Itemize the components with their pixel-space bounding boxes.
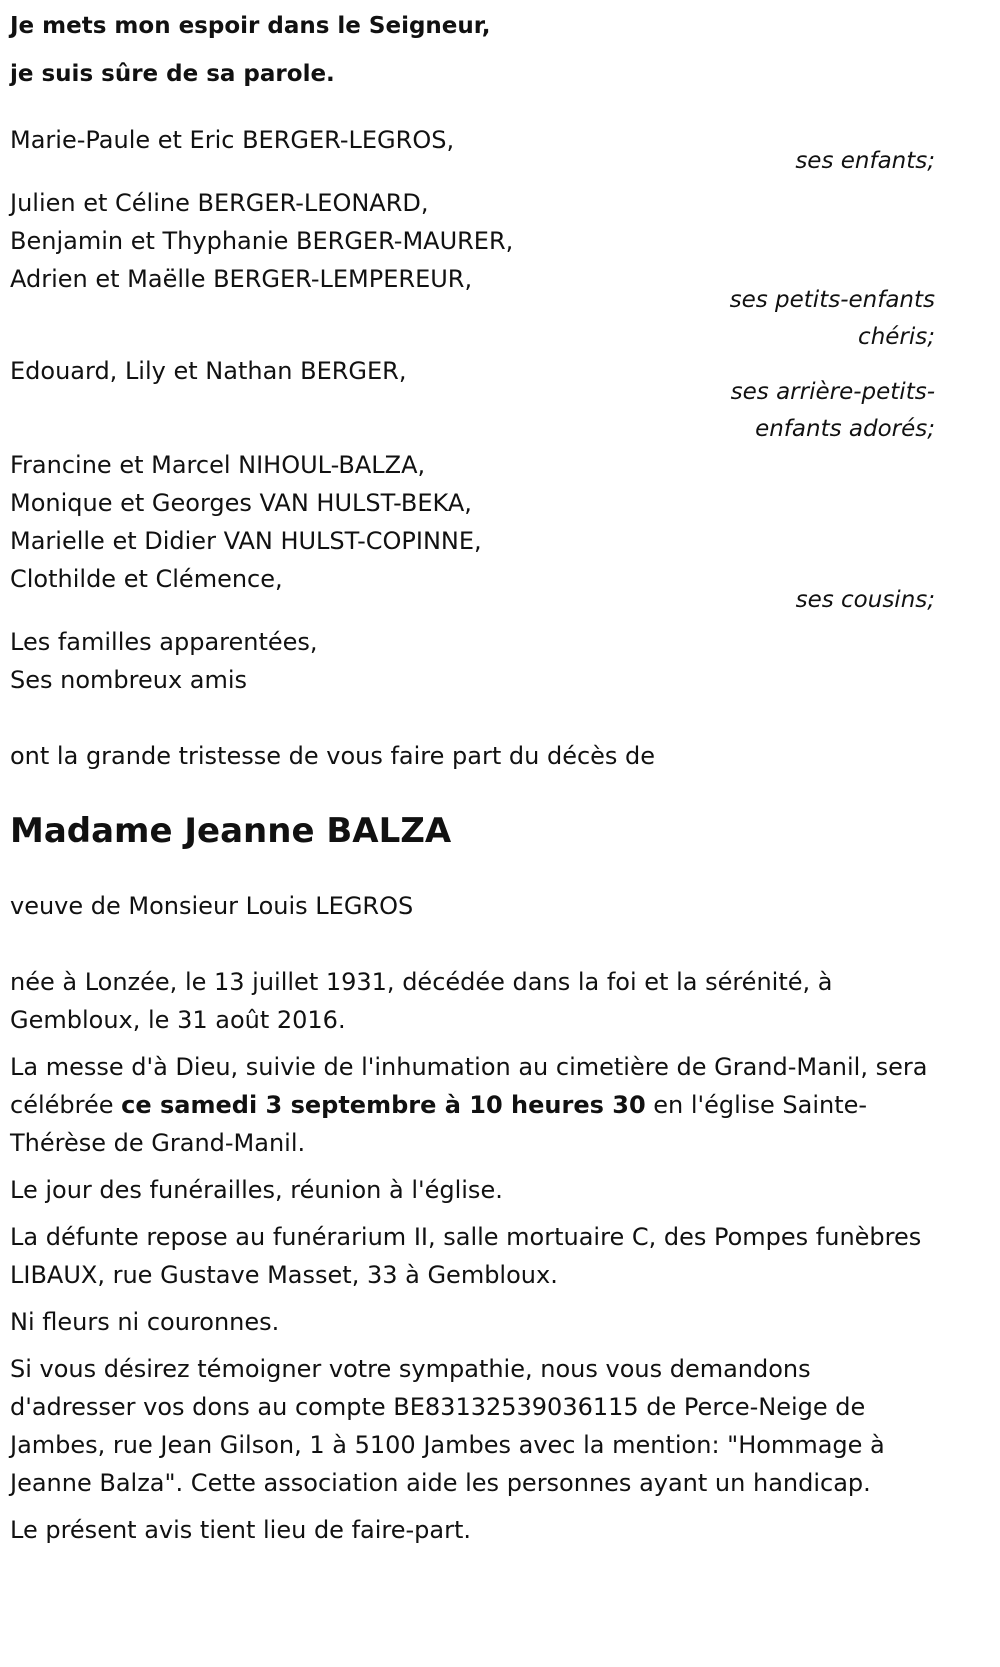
repose-text: La défunte repose au funérarium II, salle mortuaire C, des Pompes funèbres LIBAUX, rue Gustave Masset, 33 à Gembloux. xyxy=(10,1223,922,1289)
family-member-line: Adrien et Maëlle BERGER-LEMPEREUR, xyxy=(10,265,473,293)
reunion-text: Le jour des funérailles, réunion à l'église. xyxy=(10,1176,503,1204)
bible-verse xyxy=(10,2,935,98)
relation-grandchildren-line-2: chéris; xyxy=(858,324,935,350)
family-member-line: Edouard, Lily et Nathan BERGER, xyxy=(10,357,407,385)
widow-of-text: veuve de Monsieur Louis LEGROS xyxy=(10,892,414,920)
announcement-text: ont la grande tristesse de vous faire part du décès de xyxy=(10,742,656,770)
family-member-line: Marielle et Didier VAN HULST-COPINNE, xyxy=(10,527,482,555)
deceased-name: Madame Jeanne BALZA xyxy=(10,811,452,851)
family-member-line: Benjamin et Thyphanie BERGER-MAURER, xyxy=(10,227,514,255)
family-member-line: Les familles apparentées, xyxy=(10,628,318,656)
family-member-line: Francine et Marcel NIHOUL-BALZA, xyxy=(10,451,426,479)
closing-text: Le présent avis tient lieu de faire-part. xyxy=(10,1516,472,1544)
family-member-line: Monique et Georges VAN HULST-BEKA, xyxy=(10,489,472,517)
relation-grandchildren-line-1: ses petits-enfants xyxy=(729,287,935,313)
family-member-line: Ses nombreux amis xyxy=(10,666,248,694)
birth-death-text: née à Lonzée, le 13 juillet 1931, décédée dans la foi et la sérénité, à Gembloux, le 31 août 2016. xyxy=(10,968,833,1034)
relation-children: ses enfants; xyxy=(795,148,935,174)
family-member-line: Marie-Paule et Eric BERGER-LEGROS, xyxy=(10,126,455,154)
verse-line-1: Je mets mon espoir dans le Seigneur, xyxy=(10,13,491,39)
relation-great-grandchildren-line-2: enfants adorés; xyxy=(755,416,935,442)
mass-text-before: La messe d'à Dieu, suivie de l'inhumation au cimetière de Grand-Manil, sera célébrée xyxy=(10,1053,928,1119)
family-group-cousins xyxy=(10,446,935,619)
family-group-grandchildren xyxy=(10,184,935,356)
family-group-children xyxy=(10,121,935,180)
family-member-line: Julien et Céline BERGER-LEONARD, xyxy=(10,189,429,217)
family-group-others xyxy=(10,623,935,699)
family-group-great-grandchildren xyxy=(10,352,935,448)
mass-text xyxy=(10,1048,935,1162)
relation-cousins: ses cousins; xyxy=(795,587,935,613)
relation-great-grandchildren-line-1: ses arrière-petits- xyxy=(730,379,935,405)
mass-date-time: ce samedi 3 septembre à 10 heures 30 xyxy=(121,1091,646,1119)
mass-text-after: en l'église Sainte-Thérèse de Grand-Manil. xyxy=(10,1091,868,1157)
death-notice xyxy=(10,0,935,1549)
donation-text: Si vous désirez témoigner votre sympathie, nous vous demandons d'adresser vos dons au compte BE83132539036115 de Perce-Neige de Jambes, rue Jean Gilson, 1 à 5100 Jambes avec la mention: "Hommage à Jeanne Balza". Cette association aide les personnes ayant un handicap. xyxy=(10,1355,885,1497)
family-member-line: Clothilde et Clémence, xyxy=(10,565,283,593)
verse-line-2: je suis sûre de sa parole. xyxy=(10,61,335,87)
no-flowers-text: Ni fleurs ni couronnes. xyxy=(10,1308,280,1336)
